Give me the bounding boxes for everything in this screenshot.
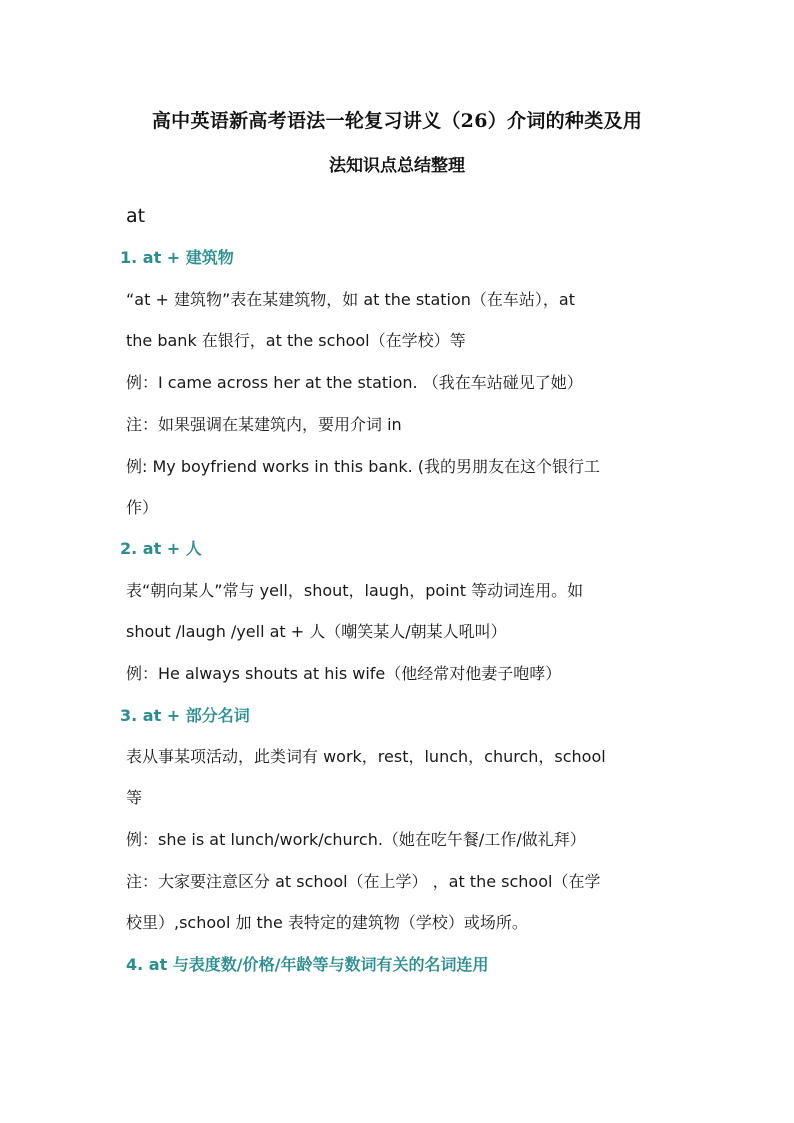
- section-3-line-3: 例：she is at lunch/work/church.（她在吃午餐/工作/做礼拜）: [126, 830, 586, 849]
- section-2-line-2: shout /laugh /yell at + 人（嘲笑某人/朝某人吼叫）: [126, 622, 507, 641]
- section-1-line-1: “at + 建筑物”表在某建筑物，如 at the station（在车站），at: [126, 290, 575, 309]
- section-4-heading: 4. at 与表度数/价格/年龄等与数词有关的名词连用: [126, 955, 489, 974]
- section-3-heading: 3. at + 部分名词: [120, 706, 250, 725]
- section-2-heading: 2. at + 人: [120, 539, 202, 558]
- section-3-line-4: 注：大家要注意区分 at school（在上学） ，at the school（在学: [126, 872, 601, 891]
- section-2-line-3: 例：He always shouts at his wife（他经常对他妻子咆哮）: [126, 664, 562, 683]
- section-3-line-5: 校里）,school 加 the 表特定的建筑物（学校）或场所。: [126, 913, 528, 932]
- section-2-line-1: 表“朝向某人”常与 yell，shout，laugh，point 等动词连用。如: [126, 581, 584, 600]
- section-1-line-2: the bank 在银行，at the school（在学校）等: [126, 331, 466, 350]
- section-1-line-6: 作）: [126, 498, 159, 517]
- section-1-heading: 1. at + 建筑物: [120, 248, 234, 267]
- section-1-line-4: 注：如果强调在某建筑内，要用介词 in: [126, 415, 402, 434]
- document-title-line-1: 高中英语新高考语法一轮复习讲义（26）介词的种类及用: [151, 110, 643, 132]
- section-3-line-2: 等: [126, 788, 143, 807]
- main-heading: at: [126, 205, 146, 227]
- section-3-line-1: 表从事某项活动，此类词有 work，rest，lunch，church，school: [126, 747, 606, 766]
- document-title-line-2: 法知识点总结整理: [329, 156, 465, 176]
- section-1-line-5: 例: My boyfriend works in this bank. (我的男朋友在这个银行工: [126, 457, 601, 476]
- section-1-line-3: 例：I came across her at the station. （我在车站碰见了她）: [126, 373, 583, 392]
